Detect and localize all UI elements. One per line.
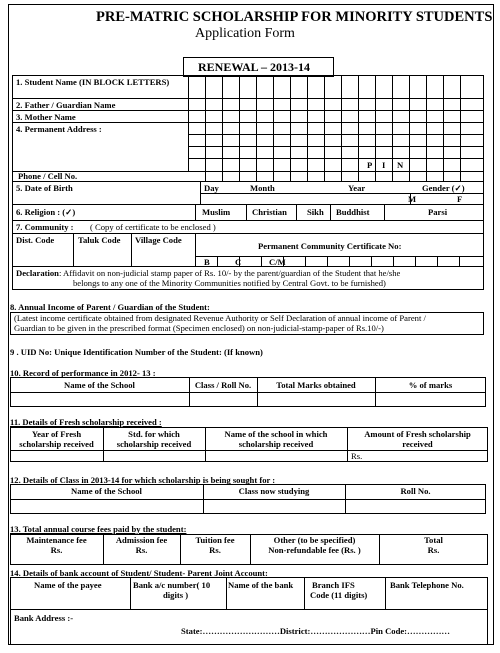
s10-col-marks: Total Marks obtained <box>276 380 356 390</box>
s13-maint-b: Rs. <box>50 545 63 555</box>
s11-col-year-b: scholarship received <box>19 439 94 449</box>
dist-code-label: Dist. Code <box>16 235 55 245</box>
s11-rs: Rs. <box>351 451 363 461</box>
s11-col-school-b: scholarship received <box>238 439 314 449</box>
phone-label: Phone / Cell No. <box>18 171 78 181</box>
s13-tuition-a: Tuition fee <box>195 535 235 545</box>
s12-col-class: Class now studying <box>238 486 310 496</box>
taluk-code-label: Taluk Code <box>78 235 121 245</box>
s14-payee: Name of the payee <box>34 580 102 590</box>
pin-n: N <box>397 160 404 170</box>
s11-col-year-a: Year of Fresh <box>31 429 82 439</box>
pin-p: P <box>367 160 373 170</box>
s11-heading: 11. Details of Fresh scholarship received : <box>10 417 162 427</box>
dob-day: Day <box>204 183 219 193</box>
pin-i: I <box>382 160 386 170</box>
s11-col-std-b: scholarship received <box>116 439 192 449</box>
declaration-label: Declaration <box>16 268 59 278</box>
s13-other-b: Non-refundable fee (Rs. ) <box>268 545 361 555</box>
s8-line-1: (Latest income certificate obtained from designated Revenue Authority or Self Declaration of annual income of Parent / <box>14 313 426 323</box>
s14-ifs-a: Branch IFS <box>312 580 355 590</box>
cert-c: C <box>235 257 242 267</box>
gender-m: M <box>408 194 417 204</box>
s13-heading: 13. Total annual course fees paid by the student: <box>10 524 187 534</box>
dob-year: Year <box>348 183 366 193</box>
s13-total-a: Total <box>424 535 443 545</box>
s14-tel: Bank Telephone No. <box>390 580 464 590</box>
religion-sikh: Sikh <box>307 207 324 217</box>
s13-tuition-b: Rs. <box>209 545 221 555</box>
community-note: ( Copy of certificate to be enclosed ) <box>90 222 216 232</box>
cert-b: B <box>204 257 210 267</box>
s9-heading: 9 . UID No: Unique Identification Number of the Student: (If known) <box>10 347 263 357</box>
religion-parsi: Parsi <box>428 207 448 217</box>
s13-maint-a: Maintenance fee <box>26 535 87 545</box>
religion-buddhist: Buddhist <box>336 207 370 217</box>
declaration-text-1: : Affidavit on non-judicial stamp paper of Rs. 10/- by the parent/guardian of the Student that he/she <box>58 268 401 278</box>
declaration-line-1 <box>16 269 400 278</box>
religion-muslim: Muslim <box>202 207 231 217</box>
father-name-label: 2. Father / Guardian Name <box>16 100 116 110</box>
gender-f: F <box>457 194 463 204</box>
s8-line-2: Guardian to be given in the prescribed format (Specimen enclosed) on non-judicial-stamp-paper of Rs.10/-) <box>14 323 384 333</box>
form-subtitle: Application Form <box>195 26 295 41</box>
village-code-label: Village Code <box>135 235 182 245</box>
renewal-label: RENEWAL – 2013-14 <box>198 60 311 74</box>
declaration-line-2: belongs to any one of the Minority Communities notified by Central Govt. to be furnished) <box>73 278 386 288</box>
dob-label: 5. Date of Birth <box>16 183 73 193</box>
address-label: 4. Permanent Address : <box>16 124 102 134</box>
s14-acc-b: digits ) <box>163 590 189 600</box>
s14-acc-a: Bank a/c number( 10 <box>133 580 211 590</box>
religion-christian: Christian <box>252 207 287 217</box>
s12-col-roll: Roll No. <box>400 486 431 496</box>
form-title: PRE-MATRIC SCHOLARSHIP FOR MINORITY STUDENTS <box>96 9 493 25</box>
community-label: 7. Community : <box>16 222 74 232</box>
perm-cert-label: Permanent Community Certificate No: <box>258 241 402 251</box>
s11-col-amount-a: Amount of Fresh scholarship <box>364 429 471 439</box>
s14-address: Bank Address :- <box>14 613 74 623</box>
s13-adm-b: Rs. <box>135 545 148 555</box>
mother-name-label: 3. Mother Name <box>16 112 76 122</box>
gender-label: Gender (✓) <box>422 183 465 193</box>
cert-cm: C/M <box>269 257 286 267</box>
s13-total-b: Rs. <box>427 545 440 555</box>
s10-col-school: Name of the School <box>64 380 135 390</box>
s8-heading: 8. Annual Income of Parent / Guardian of the Student: <box>10 302 210 312</box>
s12-heading: 12. Details of Class in 2013-14 for which scholarship is being sought for : <box>10 475 276 485</box>
s14-bank: Name of the bank <box>228 580 294 590</box>
s11-col-std-a: Std. for which <box>128 429 180 439</box>
s10-col-class: Class / Roll No. <box>194 380 252 390</box>
s13-adm-a: Admission fee <box>115 535 168 545</box>
s12-col-school: Name of the School <box>71 486 142 496</box>
s10-heading: 10. Record of performance in 2012- 13 : <box>10 368 156 378</box>
s11-col-amount-b: received <box>402 439 433 449</box>
s11-col-school-a: Name of the school in which <box>224 429 328 439</box>
religion-label: 6. Religion : (✓) <box>16 207 76 217</box>
s10-col-percent: % of marks <box>408 380 453 390</box>
dob-month: Month <box>250 183 275 193</box>
s14-heading: 14. Details of bank account of Student/ Student- Parent Joint Account: <box>10 568 268 578</box>
student-name-label: 1. Student Name (IN BLOCK LETTERS) <box>16 77 170 87</box>
s14-state-line: State:………………………District:…………………Pin Code:…………… <box>181 626 451 636</box>
s13-other-a: Other (to be specified) <box>273 535 356 545</box>
s14-ifs-b: Code (11 digits) <box>310 590 368 600</box>
